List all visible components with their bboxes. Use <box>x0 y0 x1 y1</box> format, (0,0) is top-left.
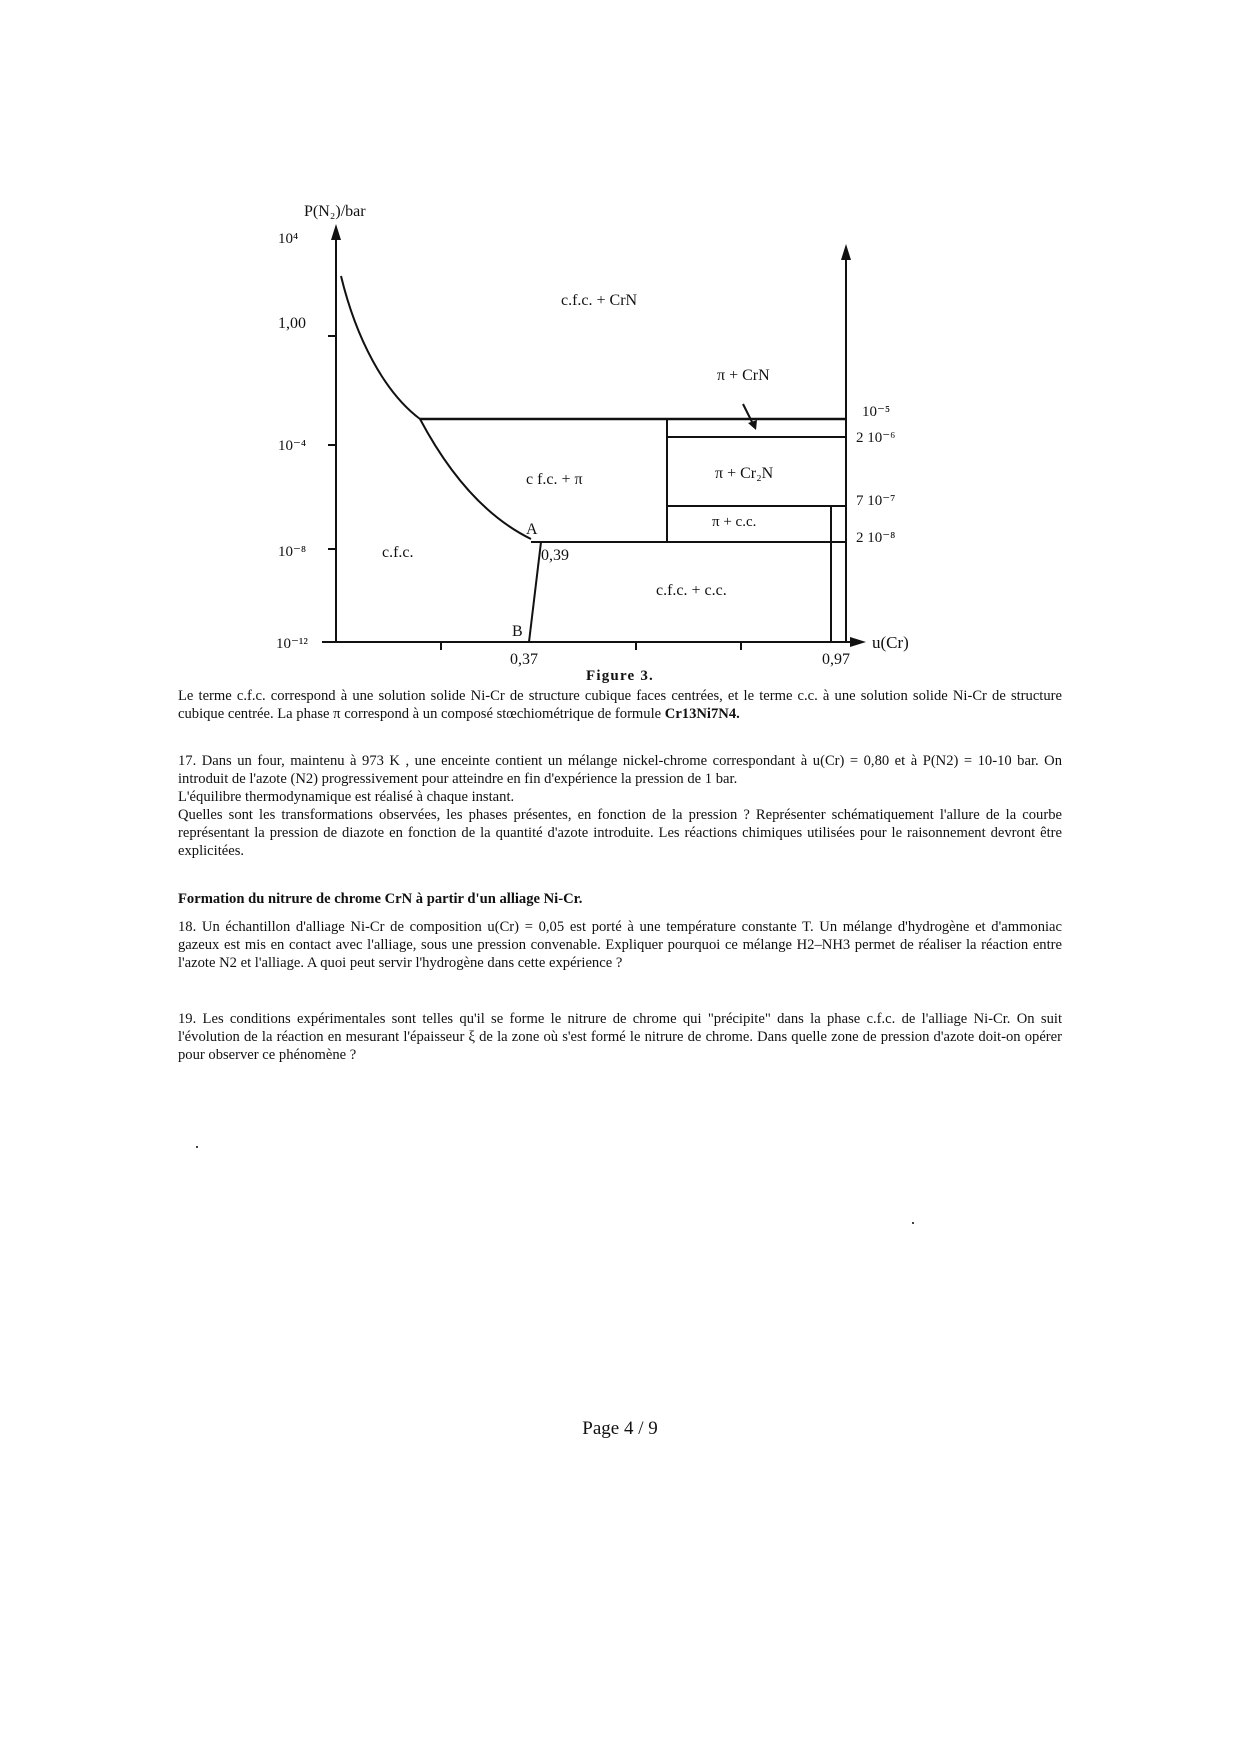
right-axis-arrow <box>841 244 851 260</box>
page-number: Page 4 / 9 <box>582 1418 658 1439</box>
figure-legend: Le terme c.f.c. correspond à une solution solide Ni-Cr de structure cubique faces centrées, et le terme c.c. à une solution solide Ni-Cr de structure cubique centrée. La phase π correspond à un composé stœchiométrique de formule Cr13Ni7N4. <box>178 688 1062 722</box>
right-tick-label: 2 10⁻⁶ <box>856 430 896 446</box>
region-label: π + Cr₂N <box>715 465 774 482</box>
y-axis-label: P(N₂)/bar <box>304 203 366 220</box>
region-label: π + CrN <box>717 367 770 384</box>
region-pointer <box>743 404 753 424</box>
x-axis-arrow <box>850 637 866 647</box>
boundary-line <box>529 542 541 642</box>
q17-paragraph: L'équilibre thermodynamique est réalisé à chaque instant. <box>178 789 515 805</box>
x-tick-label: 0,37 <box>510 651 538 668</box>
x-axis-label: u(Cr) <box>872 633 909 652</box>
region-label: c f.c. + π <box>526 471 583 488</box>
question-18: 18. Un échantillon d'alliage Ni-Cr de composition u(Cr) = 0,05 est porté à une température constante T. Un mélange d'hydrogène et d'ammoniac gazeux est mis en contact avec l'alliage, sous une pression convenable. Expliquer pourquoi ce mélange H2–NH3 permet de réaliser la réaction entre l'azote N2 et l'alliage. A quoi peut servir l'hydrogène dans cette expérience ? <box>178 919 1062 971</box>
region-label: c.f.c. <box>382 544 414 561</box>
point-label-a: A <box>526 521 538 538</box>
region-label: c.f.c. + c.c. <box>656 582 727 599</box>
point-label-a-value: 0,39 <box>541 547 569 564</box>
question-19: 19. Les conditions expérimentales sont telles qu'il se forme le nitrure de chrome qui "précipite" dans la phase c.f.c. de l'alliage Ni-Cr. On suit l'évolution de la réaction en mesurant l'épaisseur ξ de la zone où s'est formé le nitrure de chrome. Dans quelle zone de pression d'azote doit-on opérer pour observer ce phénomène ? <box>178 1011 1062 1063</box>
q17-paragraph: 17. Dans un four, maintenu à 973 K , une enceinte contient un mélange nickel-chrome correspondant à u(Cr) = 0,80 et à P(N2) = 10-10 bar. On introduit de l'azote (N2) progressivement pour atteindre en fin d'expérience la pression de 1 bar. <box>178 753 1062 787</box>
y-tick-label: 10⁴ <box>278 231 299 247</box>
region-label: c.f.c. + CrN <box>561 292 638 309</box>
phase-diagram <box>0 0 1240 670</box>
x-tick-label: 0,97 <box>822 651 850 668</box>
right-tick-label: 2 10⁻⁸ <box>856 530 896 546</box>
region-label: π + c.c. <box>712 514 757 530</box>
y-tick-label: 1,00 <box>278 315 306 332</box>
y-tick-label: 10⁻⁸ <box>278 544 307 560</box>
right-tick-label: 10⁻⁵ <box>862 404 891 420</box>
right-tick-label: 7 10⁻⁷ <box>856 493 896 509</box>
scan-speck <box>912 1222 914 1224</box>
formula: Cr13Ni7N4. <box>664 706 740 722</box>
scan-speck <box>196 1146 198 1148</box>
upper-boundary-curve <box>341 276 420 419</box>
y-axis-arrow <box>331 224 341 240</box>
lower-boundary-curve <box>420 419 531 539</box>
point-label-b: B <box>512 623 523 640</box>
q17-paragraph: Quelles sont les transformations observées, les phases présentes, en fonction de la pression ? Représenter schématiquement l'allure de la courbe représentant la pression de diazote en fonction de la quantité d'azote introduite. Les réactions chimiques utilisées pour le raisonnement devront être explicitées. <box>178 807 1062 859</box>
y-tick-label: 10⁻¹² <box>276 636 308 652</box>
question-17 <box>178 752 1062 860</box>
figure-caption: Figure 3. <box>585 668 655 684</box>
section-heading: Formation du nitrure de chrome CrN à partir d'un alliage Ni-Cr. <box>178 891 583 907</box>
y-tick-label: 10⁻⁴ <box>278 438 307 454</box>
region-pointer-head <box>748 420 757 430</box>
